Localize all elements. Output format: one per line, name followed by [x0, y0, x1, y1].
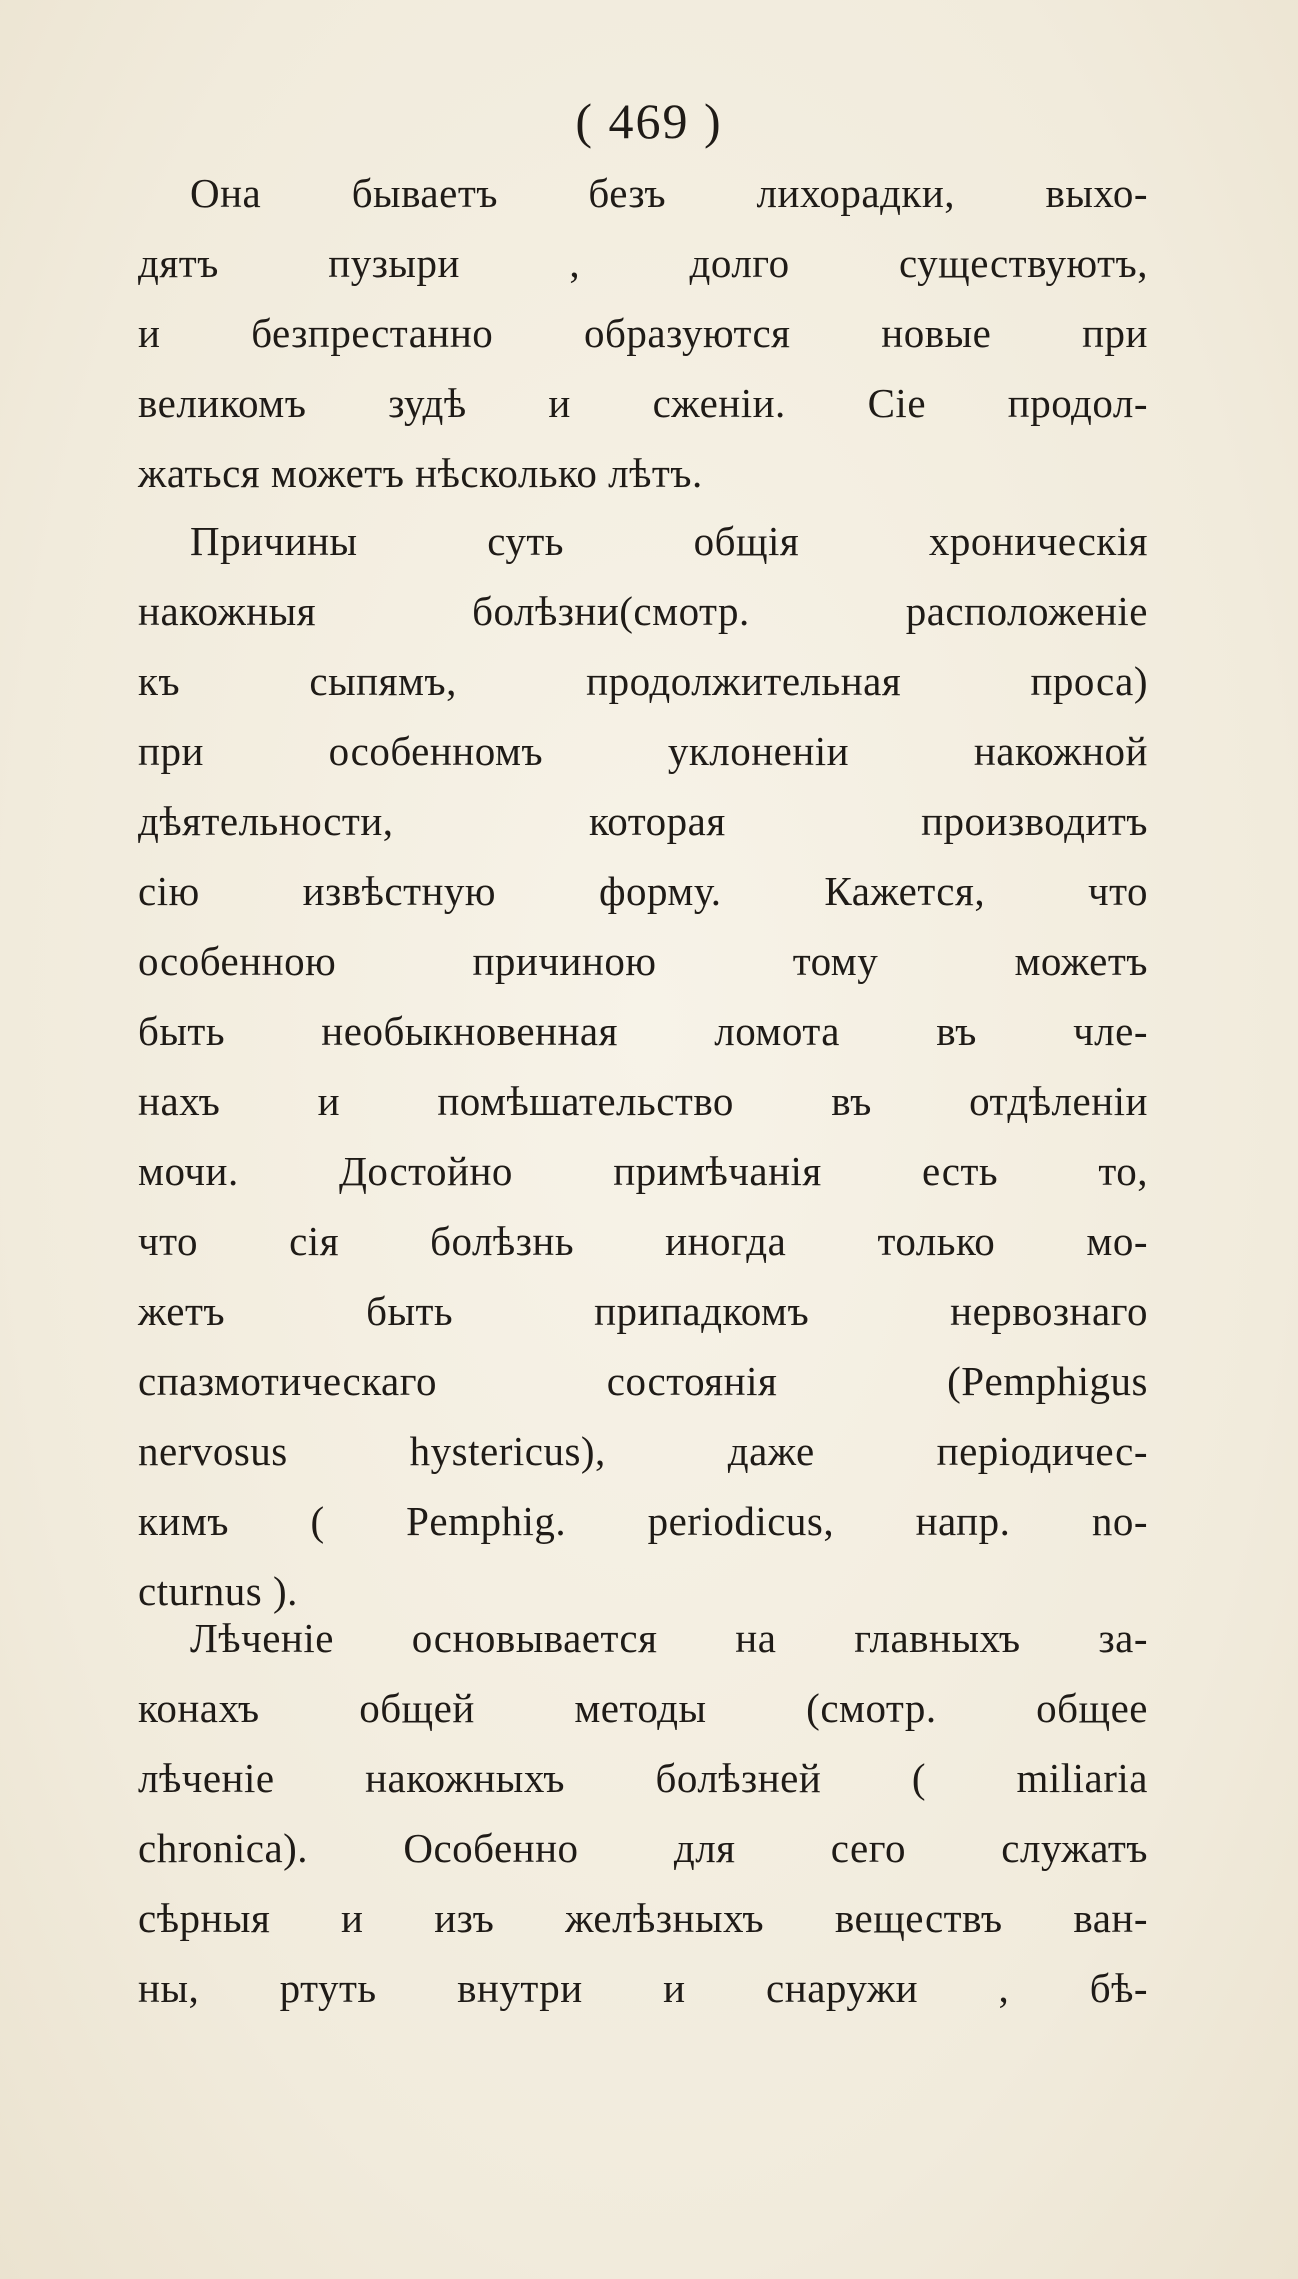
paragraph-treatment [138, 1603, 1148, 2023]
text-line: жетъ быть припадкомъ нервознаго [138, 1288, 1148, 1334]
text-line: дятъ пузыри , долго существуютъ, [138, 240, 1148, 286]
text-line: cturnus ). [138, 1568, 298, 1614]
text-line: нахъ и помѣшательство въ отдѣленiи [138, 1078, 1148, 1124]
text-line: лѣченiе накожныхъ болѣзней ( miliaria [138, 1755, 1148, 1801]
text-line: сѣрныя и изъ желѣзныхъ веществъ ван- [138, 1895, 1148, 1941]
text-line: особенною причиною тому можетъ [138, 938, 1148, 984]
text-line: при особенномъ уклоненiи накожной [138, 728, 1148, 774]
text-line: къ сыпямъ, продолжительная проса) [138, 658, 1148, 704]
text-line: мочи. Достойно примѣчанiя есть то, [138, 1148, 1148, 1194]
text-line: сiю извѣстную форму. Кажется, что [138, 868, 1148, 914]
page-number: ( 469 ) [575, 93, 723, 149]
text-line: что сiя болѣзнь иногда только мо- [138, 1218, 1148, 1264]
text-line: nervosus hystericus), даже перiодичес- [138, 1428, 1148, 1474]
text-line: быть необыкновенная ломота въ чле- [138, 1008, 1148, 1054]
text-line: Причины суть общiя хроническiя [190, 518, 1148, 564]
paragraph-causes [138, 506, 1148, 1626]
text-line: Она бываетъ безъ лихорадки, выхо- [190, 170, 1148, 216]
text-line: chronica). Особенно для сего служатъ [138, 1825, 1148, 1871]
text-line: Лѣченiе основывается на главныхъ за- [190, 1615, 1148, 1661]
text-line: накожныя болѣзни(смотр. расположенiе [138, 588, 1148, 634]
text-line: спазмотическаго состоянiя (Pemphigus [138, 1358, 1148, 1404]
text-line: ны, ртуть внутри и снаружи , бѣ- [138, 1965, 1148, 2011]
text-line: дѣятельности, которая производитъ [138, 798, 1148, 844]
paragraph-symptoms [138, 158, 1148, 508]
text-line: жаться можетъ нѣсколько лѣтъ. [138, 450, 703, 496]
text-line: конахъ общей методы (смотр. общее [138, 1685, 1148, 1731]
text-line: и безпрестанно образуются новые при [138, 310, 1148, 356]
text-line: кимъ ( Pemphig. periodicus, напр. no- [138, 1498, 1148, 1544]
text-line: великомъ зудѣ и сженiи. Сiе продол- [138, 380, 1148, 426]
